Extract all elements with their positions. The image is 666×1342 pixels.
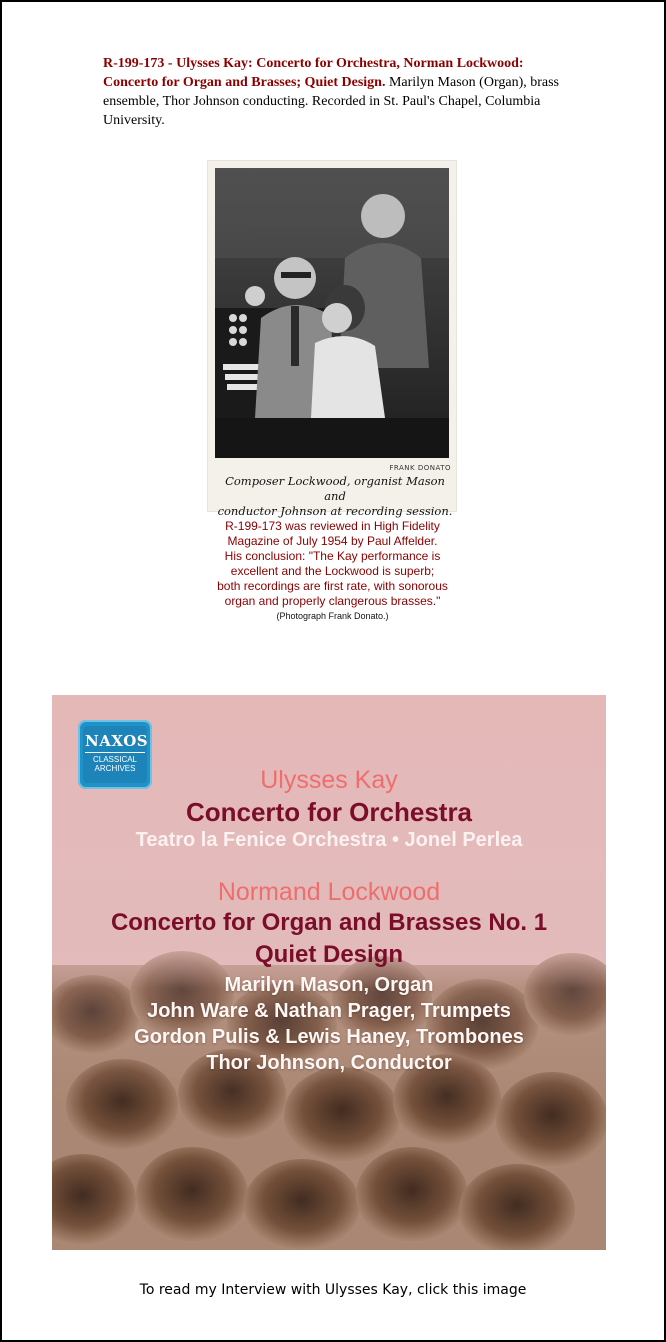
review-line: R-199-173 was reviewed in High Fidelity [225,519,440,533]
caption-line: conductor Johnson at recording session. [217,504,453,518]
recording-description: Marilyn Mason (Organ), brass ensemble, Thor Johnson conducting. Recorded in St. Paul's Chapel, Columbia University. [103,75,559,128]
work-concerto-orchestra: Concerto for Orchestra [185,797,473,827]
performer-line: Marilyn Mason, Organ [224,974,434,996]
recording-title: R-199-173 - Ulysses Kay: Concerto for Orchestra, Norman Lockwood: Concerto for Organ and Brasses; Quiet Design. [103,56,524,90]
review-line: Magazine of July 1954 by Paul Affelder. [227,534,438,548]
composer-kay: Ulysses Kay [260,766,398,794]
performer-line: Gordon Pulis & Lewis Haney, Trombones [134,1026,524,1048]
review-line: organ and properly clangerous brasses." [224,594,441,608]
work-concerto-organ: Concerto for Organ and Brasses No. 1 [110,909,548,936]
performers-fenice: Teatro la Fenice Orchestra • Jonel Perlea [135,829,523,851]
review-line: excellent and the Lockwood is superb; [230,564,435,578]
caption-line: Composer Lockwood, organist Mason and [225,474,445,503]
photo-credit: FRANK DONATO [389,464,451,472]
performer-line: Thor Johnson, Conductor [206,1052,452,1074]
review-line: His conclusion: "The Kay performance is [224,549,441,563]
review-text [200,519,465,624]
logo-brand: NAXOS [85,732,145,753]
performer-list [52,972,606,1076]
work-quiet-design: Quiet Design [254,941,404,968]
photo-caption [215,474,455,519]
session-photo [207,160,457,518]
intro-paragraph [103,54,573,130]
review-line: both recordings are first rate, with sonorous [217,579,448,593]
interview-link-text: To read my Interview with Ulysses Kay, click this image [139,1282,527,1298]
logo-sub-line: ARCHIVES [94,764,136,773]
composer-lockwood: Normand Lockwood [217,878,441,906]
logo-sub-line: CLASSICAL [92,755,138,764]
performer-line: John Ware & Nathan Prager, Trumpets [147,1000,511,1022]
photo-note: (Photograph Frank Donato.) [276,611,389,621]
album-cover-link[interactable] [52,695,606,1250]
photo-scene [215,168,449,458]
